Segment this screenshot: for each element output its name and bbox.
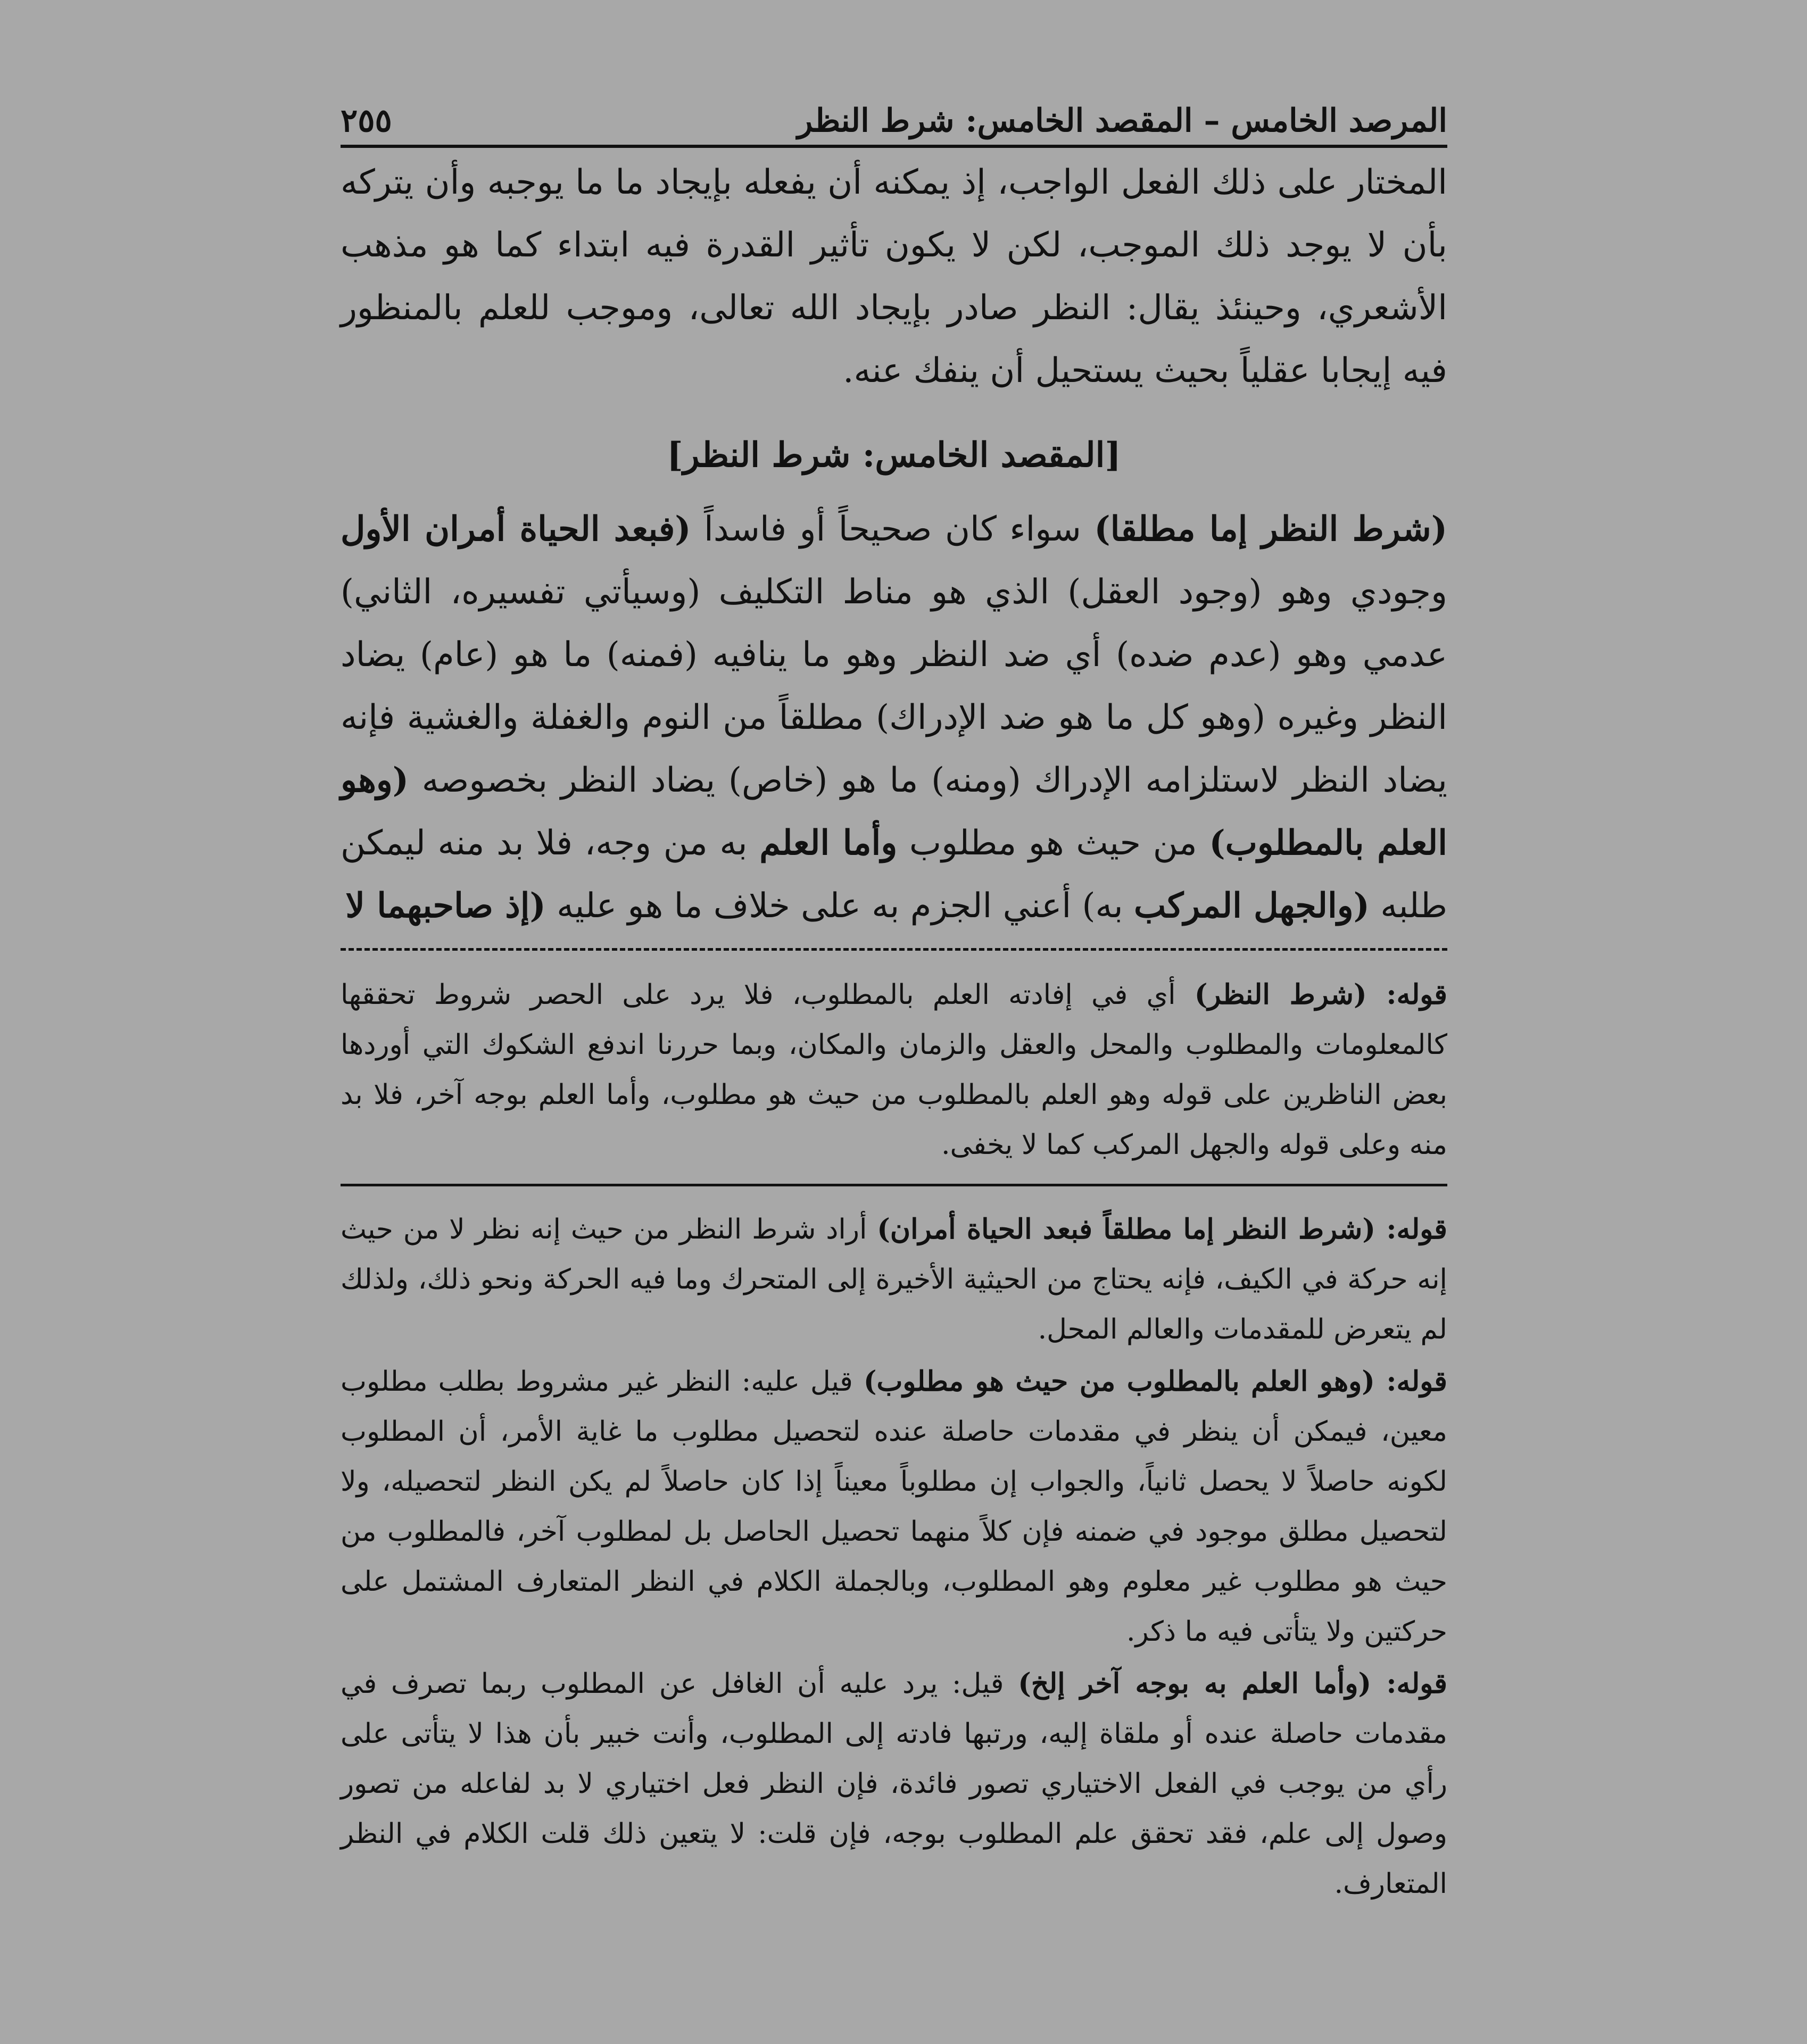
lower-footnotes xyxy=(341,1204,1447,1909)
footnote-paragraph xyxy=(341,1204,1447,1355)
footnote-paragraph xyxy=(341,1357,1447,1657)
book-page xyxy=(341,80,1447,1911)
footnote-lemma: قوله: (شرط النظر) xyxy=(1194,978,1448,1011)
footnote-text: قيل: يرد عليه أن الغافل عن المطلوب ربما تصرف في مقدمات حاصلة عنده أو ملقاة إليه، ورتبها فادته إلى المطلوب، وأنت خبير بأن هذا لا يتأتى على رأي من يوجب في الفعل الاختياري تصور فائدة، فإن النظر فعل اختياري لا بد لفاعله من تصور وصول إلى علم، فقد تحقق علم المطلوب بوجه، فإن قلت: لا يتعين ذلك قلت الكلام في النظر المتعارف. xyxy=(341,1668,1447,1900)
footnote-paragraph xyxy=(341,970,1447,1170)
footnote-text: أي في إفادته العلم بالمطلوب، فلا يرد على الحصر شروط تحققها كالمعلومات والمطلوب والمحل والعقل والزمان والمكان، وبما حررنا اندفع الشكوك التي أوردها بعض الناظرين على قوله وهو العلم بالمطلوب من حيث هو مطلوب، وأما العلم بوجه آخر، فلا بد منه وعلى قوله والجهل المركب كما لا يخفى. xyxy=(341,979,1447,1161)
footnote-text: أراد شرط النظر من حيث إنه نظر لا من حيث إنه حركة في الكيف، فإنه يحتاج من الحيثية الأخيرة إلى المتحرك وما فيه الحركة ونحو ذلك، ولذلك لم يتعرض للمقدمات والعالم المحل. xyxy=(341,1214,1447,1345)
footnote-lemma: قوله: (شرط النظر إما مطلقاً فبعد الحياة أمران) xyxy=(877,1213,1447,1245)
body-segment: به) أعني الجزم به على خلاف ما هو عليه xyxy=(545,886,1134,926)
body-segment: (فبعد الحياة أمران الأول xyxy=(341,509,691,549)
footnote-text: قيل عليه: النظر غير مشروط بطلب مطلوب معين، فيمكن أن ينظر في مقدمات حاصلة عنده لتحصيل مطلوب ما غاية الأمر، أن المطلوب لكونه حاصلاً لا يحصل ثانياً، والجواب إن مطلوباً معيناً إذا كان حاصلاً لم يكن النظر لتحصيله، ولا لتحصيل مطلق موجود في ضمنه فإن كلاً منهما تحصيل الحاصل بل لمطلوب آخر، فالمطلوب من حيث هو مطلوب غير معلوم وهو المطلوب، وبالجملة الكلام في النظر المتعارف المشتمل على حركتين ولا يتأتى فيه ما ذكر. xyxy=(341,1366,1447,1648)
section-heading: [المقصد الخامس: شرط النظر] xyxy=(667,435,1121,475)
body-segment: من حيث هو مطلوب xyxy=(897,824,1209,863)
footnote-lemma: قوله: (وأما العلم به بوجه آخر إلخ) xyxy=(1018,1667,1447,1700)
running-header xyxy=(341,80,1447,148)
body-segment: (شرط النظر إما مطلقا) xyxy=(1094,509,1448,549)
body-segment: (وهو العلم بالمطلوب) xyxy=(341,760,1448,863)
footnote-lemma: قوله: (وهو العلم بالمطلوب من حيث هو مطلوب) xyxy=(863,1365,1447,1398)
body-segment: سواء كان صحيحاً أو فاسداً xyxy=(691,510,1095,549)
body-paragraph xyxy=(341,498,1447,937)
body-segment: وجودي وهو (وجود العقل) الذي هو مناط التكليف (وسيأتي تفسيره، الثاني) عدمي وهو (عدم ضده) أي ضد النظر وهو ما ينافيه (فمنه) ما هو (عام) يضاد النظر وغيره (وهو كل ما هو ضد الإدراك) مطلقاً من النوم والغفلة والغشية فإنه يضاد النظر لاستلزامه الإدراك (ومنه) ما هو (خاص) يضاد النظر بخصوصه xyxy=(341,572,1447,800)
running-title: المرصد الخامس – المقصد الخامس: شرط النظر xyxy=(797,102,1447,139)
upper-footnote xyxy=(341,970,1447,1170)
dashed-divider xyxy=(341,948,1447,951)
body-segment: (والجهل المركب xyxy=(1133,886,1370,926)
body-segment: (إذ صاحبهما لا xyxy=(345,886,546,926)
page-number: ٢٥٥ xyxy=(341,102,392,139)
body-segment: به من وجه، فلا بد منه ليمكن طلبه xyxy=(341,824,1447,926)
footnote-rule xyxy=(341,1184,1447,1186)
body-segment: وأما العلم xyxy=(759,823,898,863)
intro-paragraph: المختار على ذلك الفعل الواجب، إذ يمكنه أن يفعله بإيجاد ما ما يوجبه وأن يتركه بأن لا يوجد ذلك الموجب، لكن لا يكون تأثير القدرة فيه ابتداء كما هو مذهب الأشعري، وحينئذ يقال: النظر صادر بإيجاد الله تعالى، وموجب للعلم بالمنظور فيه إيجابا عقلياً بحيث يستحيل أن ينفك عنه. xyxy=(341,163,1447,390)
footnote-paragraph xyxy=(341,1659,1447,1909)
main-text xyxy=(341,151,1447,937)
